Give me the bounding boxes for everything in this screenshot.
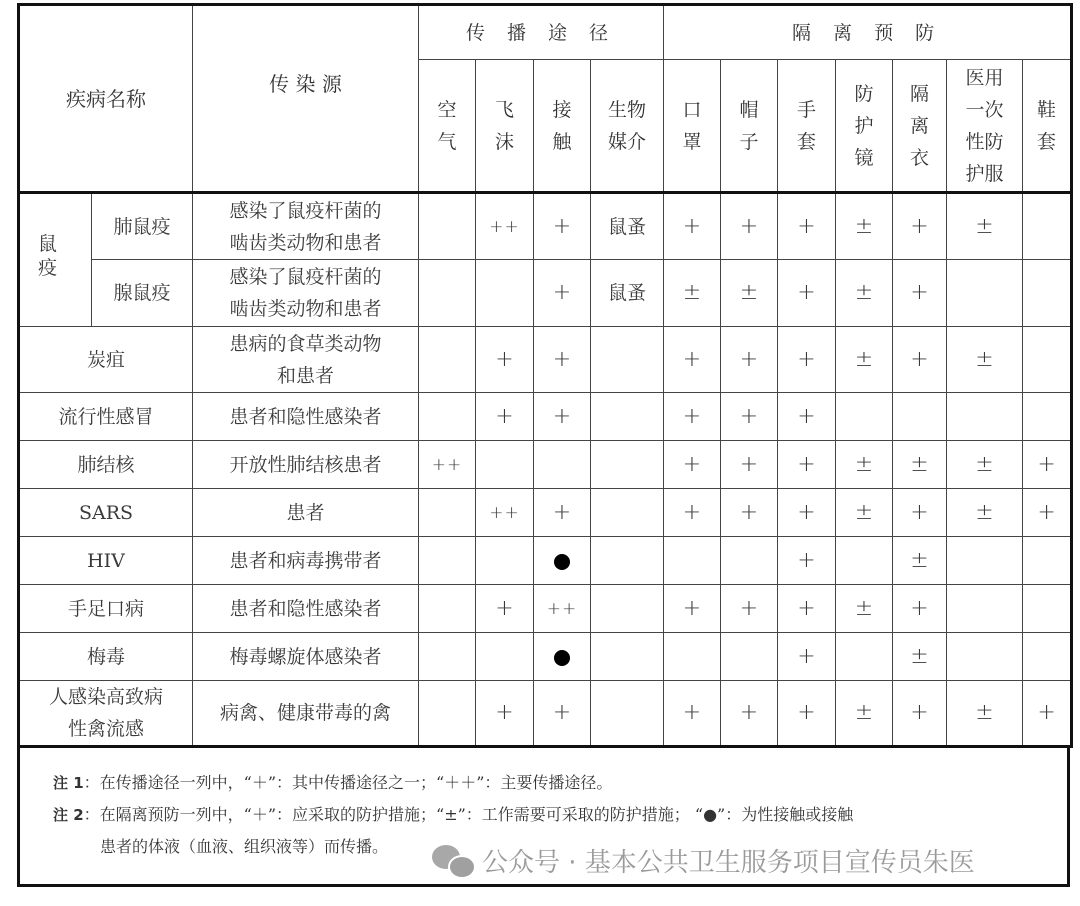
isolation-cell-4-value: +	[910, 280, 929, 305]
table-row	[19, 441, 1072, 489]
isolation-cell-2	[778, 260, 836, 327]
isolation-cell-3	[836, 193, 893, 260]
isolation-cell-1-value: ±	[739, 280, 759, 305]
source-text: 患者和隐性感染者	[229, 597, 382, 620]
header-isolation-col-1	[721, 60, 778, 193]
transmission-cell-3	[591, 441, 664, 489]
isolation-cell-2-value: +	[797, 213, 816, 239]
table-row	[19, 260, 1072, 327]
transmission-cell-0	[419, 193, 476, 260]
isolation-cell-4-value: +	[910, 499, 929, 525]
transmission-cell-1	[476, 260, 534, 327]
isolation-cell-3	[836, 260, 893, 327]
header-isolation-col-5	[947, 60, 1023, 193]
disease-name: 肺鼠疫	[113, 215, 171, 238]
isolation-cell-5-value: ±	[975, 451, 994, 477]
source-text: 开放性肺结核患者	[229, 453, 382, 476]
header-transmission-col-0-label: 空气	[437, 98, 457, 153]
table-row	[19, 585, 1072, 633]
isolation-cell-3-value: ±	[854, 213, 874, 239]
transmission-cell-0	[419, 537, 476, 585]
note-2-label: 注 2	[53, 806, 84, 824]
transmission-cell-0	[419, 393, 476, 441]
transmission-cell-3-value: 鼠蚤	[607, 282, 646, 304]
source-text: 患病的食草类动物和患者	[229, 332, 382, 387]
header-transmission-col-1	[476, 60, 534, 193]
isolation-cell-3	[836, 537, 893, 585]
isolation-cell-3	[836, 393, 893, 441]
isolation-cell-3	[836, 441, 893, 489]
plague-group-label	[19, 193, 92, 327]
isolation-cell-6	[1023, 441, 1072, 489]
isolation-cell-5	[947, 327, 1023, 393]
isolation-cell-2	[778, 193, 836, 260]
isolation-cell-0-value: ±	[682, 280, 702, 305]
transmission-cell-1-value: +	[495, 403, 514, 429]
isolation-cell-1	[721, 393, 778, 441]
isolation-cell-5-value: ±	[975, 499, 994, 525]
header-isolation-col-0-label: 口罩	[682, 98, 702, 153]
isolation-cell-1	[721, 537, 778, 585]
isolation-cell-2	[778, 393, 836, 441]
isolation-cell-2-value: +	[797, 451, 816, 477]
watermark	[432, 842, 975, 879]
isolation-cell-2	[778, 327, 836, 393]
isolation-cell-4-value: +	[910, 213, 929, 239]
isolation-cell-6	[1023, 260, 1072, 327]
transmission-cell-1	[476, 537, 534, 585]
isolation-cell-3	[836, 585, 893, 633]
document	[17, 3, 1070, 887]
notes-box	[17, 748, 1070, 887]
isolation-cell-2	[778, 489, 836, 537]
disease-name-cell	[19, 393, 193, 441]
isolation-cell-2-value: +	[797, 643, 816, 669]
disease-name-cell	[19, 441, 193, 489]
isolation-cell-6	[1023, 489, 1072, 537]
note-2	[53, 804, 853, 826]
isolation-cell-4-value: +	[910, 346, 929, 372]
transmission-cell-2-value: +	[552, 700, 572, 725]
isolation-cell-6	[1023, 193, 1072, 260]
source-text: 梅毒螺旋体感染者	[229, 645, 382, 668]
source-cell	[193, 441, 419, 489]
isolation-cell-1	[721, 681, 778, 747]
isolation-cell-1-value: +	[739, 346, 759, 372]
disease-name: 流行性感冒	[58, 405, 154, 428]
transmission-cell-2	[534, 441, 591, 489]
isolation-cell-1-value: +	[739, 595, 759, 621]
source-cell	[193, 393, 419, 441]
isolation-cell-4	[893, 633, 947, 681]
disease-name-cell	[19, 585, 193, 633]
transmission-cell-0	[419, 489, 476, 537]
transmission-cell-3	[591, 260, 664, 327]
isolation-cell-0	[664, 327, 721, 393]
transmission-cell-2-value: +	[552, 403, 572, 429]
isolation-cell-2-value: +	[797, 547, 816, 573]
isolation-cell-6	[1023, 681, 1072, 747]
isolation-table	[17, 3, 1073, 748]
isolation-cell-6	[1023, 393, 1072, 441]
plague-group-text: 鼠疫	[38, 233, 58, 279]
isolation-cell-2-value: +	[797, 280, 816, 305]
disease-name: 人感染高致病性禽流感	[49, 686, 164, 740]
isolation-cell-0-value: +	[682, 403, 702, 429]
transmission-cell-2-value: +	[552, 346, 572, 372]
isolation-cell-1-value: +	[739, 700, 759, 725]
isolation-cell-0	[664, 681, 721, 747]
isolation-cell-2	[778, 441, 836, 489]
isolation-cell-5-value: ±	[975, 213, 994, 239]
filled-circle-icon	[554, 554, 570, 570]
header-transmission-col-1-label: 飞沫	[494, 98, 514, 153]
disease-name: 炭疽	[86, 348, 125, 371]
transmission-cell-3	[591, 537, 664, 585]
isolation-cell-3-value: ±	[854, 346, 874, 372]
isolation-cell-2-value: +	[797, 595, 816, 621]
note-2-text: ：在隔离预防一列中，“＋”：应采取的防护措施；“±”：工作需要可采取的防护措施； “●”：为性接触或接触	[83, 805, 854, 824]
transmission-cell-2-value: +	[552, 499, 572, 525]
header-isolation-col-1-label: 帽子	[739, 98, 759, 153]
isolation-cell-0	[664, 537, 721, 585]
disease-name-cell	[92, 260, 193, 327]
disease-name: SARS	[78, 501, 134, 524]
transmission-cell-3	[591, 193, 664, 260]
isolation-cell-5	[947, 489, 1023, 537]
isolation-cell-2	[778, 537, 836, 585]
isolation-cell-6-value: +	[1037, 451, 1056, 477]
isolation-cell-0-value: +	[682, 595, 702, 621]
header-isolation-col-6-label: 鞋套	[1037, 98, 1057, 153]
transmission-cell-3-value: 鼠蚤	[607, 215, 646, 238]
source-text: 感染了鼠疫杆菌的啮齿类动物和患者	[229, 199, 382, 254]
transmission-cell-1-value: +	[495, 700, 514, 725]
transmission-cell-0-value: ++	[431, 455, 463, 475]
isolation-cell-6-value: +	[1037, 700, 1056, 725]
source-text: 感染了鼠疫杆菌的啮齿类动物和患者	[229, 266, 382, 320]
transmission-cell-2-value: +	[552, 280, 572, 305]
table-row	[19, 327, 1072, 393]
isolation-cell-0	[664, 441, 721, 489]
isolation-cell-5	[947, 393, 1023, 441]
isolation-cell-4-value: ±	[910, 643, 929, 669]
transmission-cell-1	[476, 681, 534, 747]
isolation-cell-5	[947, 441, 1023, 489]
isolation-cell-1-value: +	[739, 213, 759, 239]
transmission-cell-2	[534, 633, 591, 681]
isolation-cell-6	[1023, 585, 1072, 633]
filled-circle-icon	[554, 650, 570, 666]
header-isolation-col-2	[778, 60, 836, 193]
disease-name: HIV	[87, 549, 125, 572]
watermark-text: 公众号 · 基本公共卫生服务项目宣传员朱医	[482, 848, 975, 878]
isolation-cell-1	[721, 585, 778, 633]
isolation-cell-3-value: ±	[854, 499, 874, 525]
isolation-cell-0	[664, 489, 721, 537]
table-row	[19, 393, 1072, 441]
header-transmission-col-3	[591, 60, 664, 193]
isolation-cell-0	[664, 585, 721, 633]
isolation-cell-4	[893, 585, 947, 633]
isolation-cell-2-value: +	[797, 403, 816, 429]
transmission-cell-1	[476, 489, 534, 537]
header-isolation-col-4	[893, 60, 947, 193]
source-cell	[193, 585, 419, 633]
isolation-cell-5	[947, 681, 1023, 747]
header-isolation-group: 隔 离 预 防	[664, 5, 1072, 60]
header-isolation-col-3	[836, 60, 893, 193]
source-text: 患者和隐性感染者	[229, 405, 382, 428]
isolation-cell-2-value: +	[797, 700, 816, 725]
header-isolation-col-5-label: 医用一次性防护服	[965, 66, 1004, 185]
isolation-cell-0-value: +	[682, 451, 702, 477]
isolation-cell-4	[893, 193, 947, 260]
isolation-cell-4-value: ±	[910, 547, 929, 573]
note-1-label: 注 1	[53, 774, 84, 792]
isolation-cell-0	[664, 393, 721, 441]
isolation-cell-4	[893, 393, 947, 441]
isolation-cell-4-value: ±	[910, 451, 929, 477]
source-cell	[193, 681, 419, 747]
transmission-cell-0	[419, 585, 476, 633]
disease-name: 腺鼠疫	[113, 282, 171, 304]
transmission-cell-1	[476, 441, 534, 489]
header-isolation-col-6	[1023, 60, 1072, 193]
disease-name: 肺结核	[77, 453, 135, 476]
isolation-cell-1	[721, 260, 778, 327]
disease-name-cell	[19, 633, 193, 681]
transmission-cell-3	[591, 393, 664, 441]
transmission-cell-2	[534, 489, 591, 537]
transmission-cell-1-value: ++	[489, 503, 520, 523]
transmission-cell-3	[591, 681, 664, 747]
transmission-cell-2	[534, 260, 591, 327]
transmission-cell-3	[591, 327, 664, 393]
transmission-cell-2	[534, 585, 591, 633]
header-isolation-col-2-label: 手套	[796, 98, 816, 153]
isolation-cell-2	[778, 633, 836, 681]
transmission-cell-3	[591, 585, 664, 633]
isolation-cell-1-value: +	[739, 451, 759, 477]
disease-name-cell	[19, 327, 193, 393]
transmission-cell-0	[419, 327, 476, 393]
isolation-cell-4	[893, 260, 947, 327]
isolation-cell-3-value: ±	[854, 595, 874, 621]
transmission-cell-3	[591, 633, 664, 681]
transmission-cell-2	[534, 327, 591, 393]
isolation-cell-1-value: +	[739, 403, 759, 429]
source-cell	[193, 633, 419, 681]
isolation-cell-2	[778, 681, 836, 747]
source-text: 患者和病毒携带者	[229, 549, 382, 572]
isolation-cell-6	[1023, 537, 1072, 585]
disease-name: 手足口病	[67, 597, 144, 620]
isolation-cell-5-value: ±	[975, 346, 994, 372]
transmission-cell-2	[534, 393, 591, 441]
source-text: 患者	[286, 501, 325, 524]
transmission-cell-2-value: ++	[546, 599, 578, 619]
transmission-cell-1-value: ++	[489, 217, 520, 237]
isolation-cell-1	[721, 327, 778, 393]
transmission-cell-3	[591, 489, 664, 537]
isolation-cell-0-value: +	[682, 700, 702, 725]
isolation-cell-0	[664, 193, 721, 260]
isolation-cell-2	[778, 585, 836, 633]
source-text: 病禽、健康带毒的禽	[219, 702, 391, 724]
isolation-cell-4-value: +	[910, 700, 929, 725]
note-1-text: ：在传播途径一列中，“＋”：其中传播途径之一；“＋＋”：主要传播途径。	[83, 773, 613, 792]
disease-name-cell	[19, 537, 193, 585]
isolation-cell-5-value: ±	[975, 700, 994, 725]
isolation-cell-0-value: +	[682, 213, 702, 239]
isolation-cell-1-value: +	[739, 499, 759, 525]
transmission-cell-2-value: +	[552, 213, 572, 239]
note-2-continued: 患者的体液（血液、组织液等）而传播。	[100, 837, 389, 856]
table-row	[19, 489, 1072, 537]
isolation-cell-4	[893, 681, 947, 747]
transmission-cell-1	[476, 327, 534, 393]
source-cell	[193, 193, 419, 260]
transmission-cell-1-value: +	[495, 595, 514, 621]
header-transmission-col-2	[534, 60, 591, 193]
header-isolation-col-4-label: 隔离衣	[909, 82, 929, 169]
isolation-cell-3	[836, 633, 893, 681]
header-transmission-group: 传 播 途 径	[419, 5, 664, 60]
isolation-cell-3-value: ±	[854, 700, 874, 725]
source-cell	[193, 260, 419, 327]
isolation-cell-5	[947, 585, 1023, 633]
isolation-cell-4	[893, 489, 947, 537]
isolation-cell-2-value: +	[797, 346, 816, 372]
transmission-cell-0	[419, 260, 476, 327]
transmission-cell-2	[534, 681, 591, 747]
isolation-cell-5	[947, 537, 1023, 585]
isolation-cell-5	[947, 633, 1023, 681]
header-transmission-col-3-label: 生物媒介	[607, 98, 646, 153]
note-1	[53, 772, 612, 794]
isolation-cell-4	[893, 327, 947, 393]
isolation-cell-4-value: +	[910, 595, 929, 621]
isolation-cell-0-value: +	[682, 346, 702, 372]
transmission-cell-1	[476, 393, 534, 441]
isolation-cell-4	[893, 441, 947, 489]
isolation-cell-6	[1023, 327, 1072, 393]
isolation-cell-3-value: ±	[854, 280, 874, 305]
isolation-cell-1	[721, 489, 778, 537]
isolation-cell-0	[664, 633, 721, 681]
isolation-cell-3	[836, 681, 893, 747]
isolation-cell-3-value: ±	[854, 451, 874, 477]
isolation-cell-5	[947, 193, 1023, 260]
isolation-cell-6	[1023, 633, 1072, 681]
source-cell	[193, 327, 419, 393]
isolation-cell-1	[721, 633, 778, 681]
table-row	[19, 681, 1072, 747]
header-transmission-col-0	[419, 60, 476, 193]
isolation-cell-3	[836, 489, 893, 537]
isolation-cell-1	[721, 193, 778, 260]
transmission-cell-0	[419, 633, 476, 681]
transmission-cell-2	[534, 537, 591, 585]
isolation-cell-0	[664, 260, 721, 327]
transmission-cell-2	[534, 193, 591, 260]
wechat-icon	[432, 845, 474, 877]
isolation-cell-2-value: +	[797, 499, 816, 525]
transmission-cell-0	[419, 441, 476, 489]
header-isolation-col-3-label: 防护镜	[854, 82, 874, 169]
isolation-cell-6-value: +	[1037, 499, 1056, 525]
source-cell	[193, 489, 419, 537]
header-source: 传 染 源	[193, 5, 419, 193]
disease-name-cell	[19, 489, 193, 537]
isolation-cell-1	[721, 441, 778, 489]
isolation-cell-0-value: +	[682, 499, 702, 525]
isolation-cell-5	[947, 260, 1023, 327]
header-transmission-col-2-label: 接触	[552, 98, 572, 153]
table-row	[19, 537, 1072, 585]
disease-name-cell	[92, 193, 193, 260]
disease-name-cell	[19, 681, 193, 747]
transmission-cell-1	[476, 585, 534, 633]
header-disease-name: 疾病名称	[19, 5, 193, 193]
table-row	[19, 193, 1072, 260]
disease-name: 梅毒	[86, 645, 125, 668]
transmission-cell-0	[419, 681, 476, 747]
transmission-cell-1	[476, 193, 534, 260]
isolation-cell-3	[836, 327, 893, 393]
table-row	[19, 633, 1072, 681]
isolation-cell-4	[893, 537, 947, 585]
header-isolation-col-0	[664, 60, 721, 193]
source-cell	[193, 537, 419, 585]
transmission-cell-1-value: +	[495, 346, 514, 372]
transmission-cell-1	[476, 633, 534, 681]
